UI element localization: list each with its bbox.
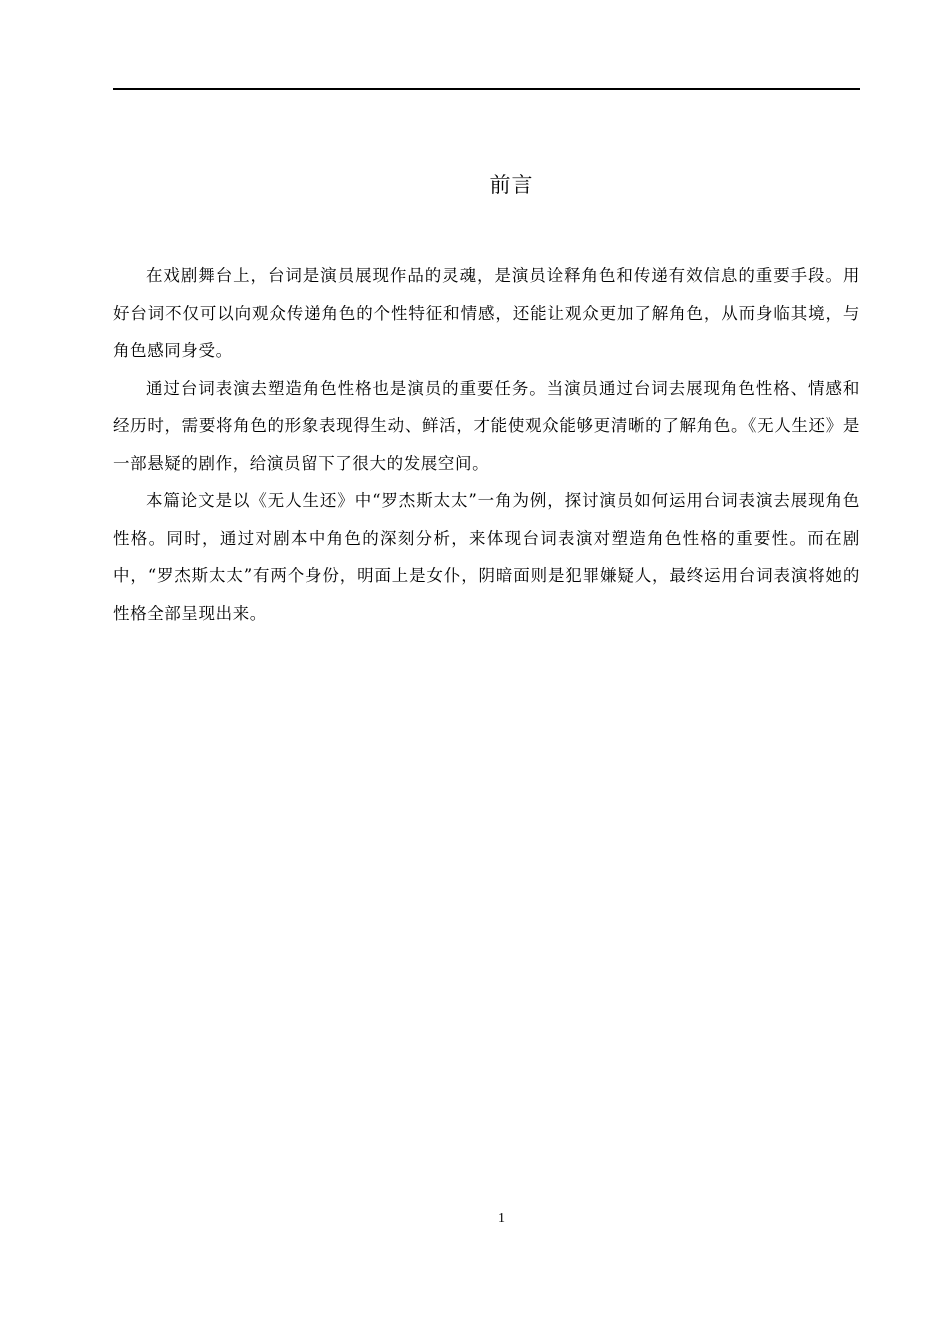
page-title: 前言: [489, 173, 534, 197]
header-rule: [113, 88, 860, 90]
paragraph-3: 本篇论文是以《无人生还》中“罗杰斯太太”一角为例，探讨演员如何运用台词表演去展现角色性格。同时，通过对剧本中角色的深刻分析，来体现台词表演对塑造角色性格的重要性。而在剧中，“罗杰斯太太”有两个身份，明面上是女仆，阴暗面则是犯罪嫌疑人，最终运用台词表演将她的性格全部呈现出来。: [113, 491, 860, 623]
body-text: [113, 257, 860, 632]
paragraph-2: 通过台词表演去塑造角色性格也是演员的重要任务。当演员通过台词去展现角色性格、情感和经历时，需要将角色的形象表现得生动、鲜活，才能使观众能够更清晰的了解角色。《无人生还》是一部悬疑的剧作，给演员留下了很大的发展空间。: [113, 378, 860, 473]
page-number: 1: [498, 1211, 505, 1226]
paragraph-1: 在戏剧舞台上，台词是演员展现作品的灵魂，是演员诠释角色和传递有效信息的重要手段。用好台词不仅可以向观众传递角色的个性特征和情感，还能让观众更加了解角色，从而身临其境，与角色感同身受。: [113, 266, 860, 360]
